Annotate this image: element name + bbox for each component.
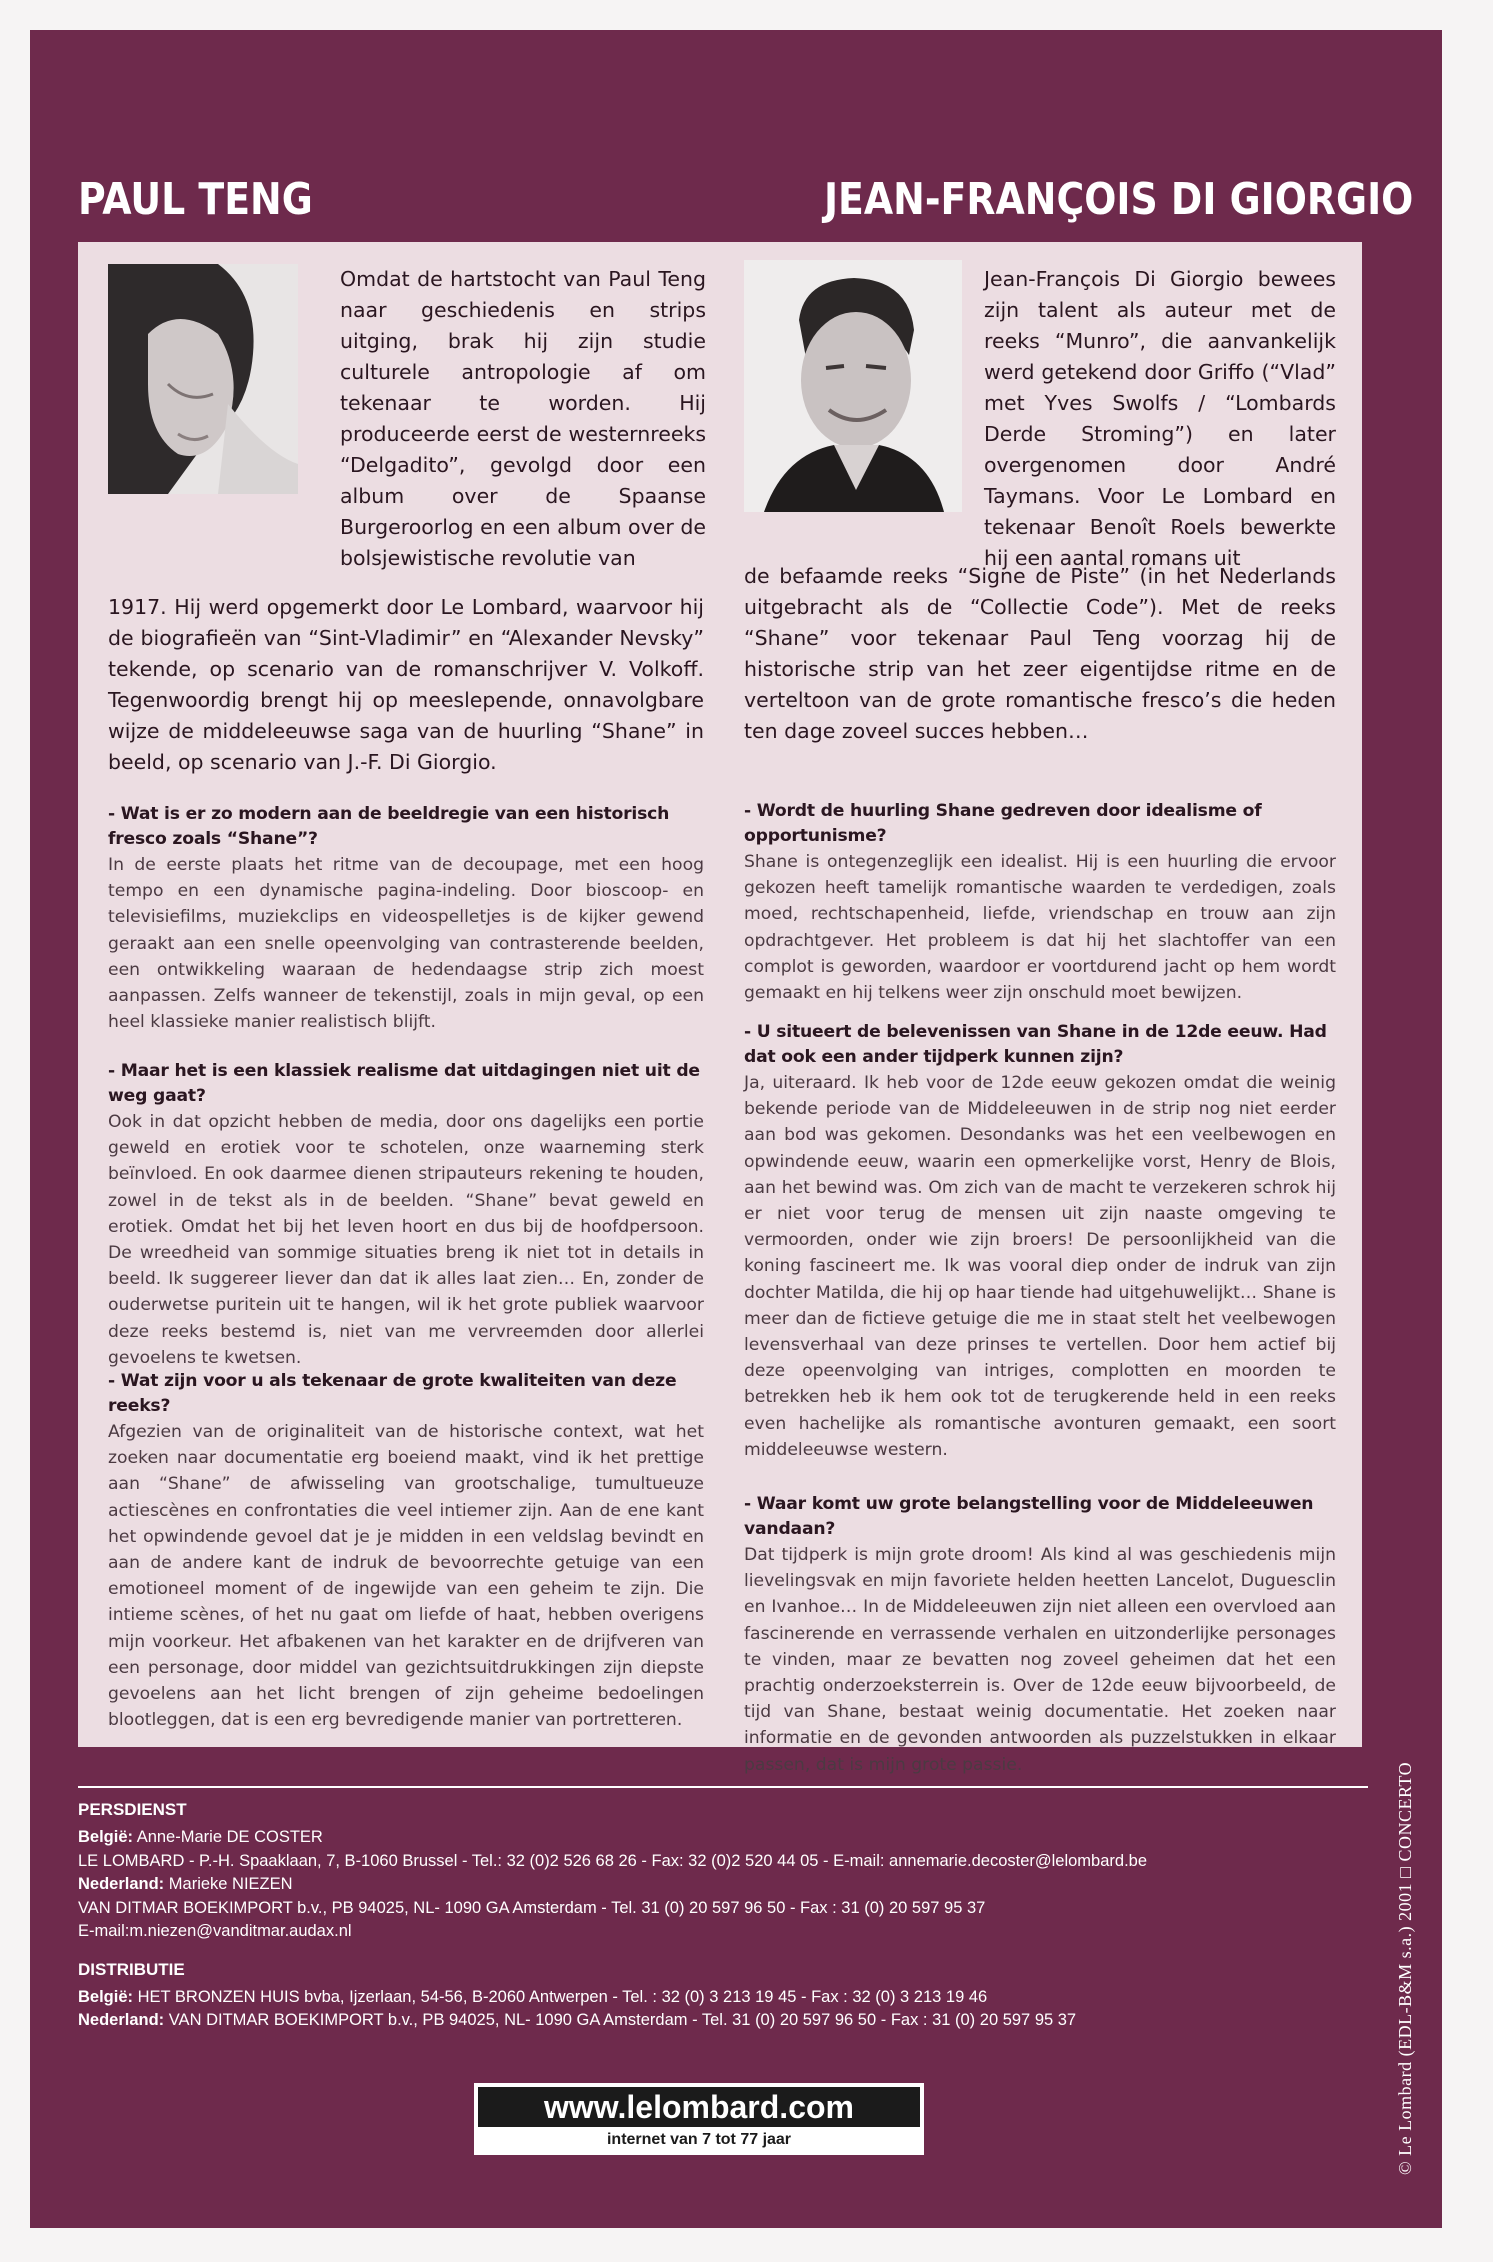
- website-badge[interactable]: [474, 2083, 924, 2155]
- label-dist-belgie: België:: [78, 1987, 134, 2006]
- answer: Shane is ontegenzeglijk een idealist. Hij is een huurling die ervoor gekozen heeft tamelijk romantische waarden te verdedigen, zoals moed, rechtschapenheid, liefde, vriendschap en trouw aan zijn opdrachtgever. Het probleem is dat hij het slachtoffer van een complot is geworden, waardoor er voortdurend jacht op hem wordt gemaakt en hij telkens weer zijn onschuld moet bewijzen.: [744, 852, 1336, 1004]
- answer: In de eerste plaats het ritme van de decoupage, met een hoog tempo en een dynamische pagina-indeling. Door bioscoop- en televisiefilms, muziekclips en videospelletjes is de kijker gewend geraakt aan een snelle opeenvolging van contrasterende beelden, een ontwikkeling waaraan de hedendaagse strip zich moest aanpassen. Zelfs wanneer de tekenstijl, zoals in mijn geval, op een heel klassieke manier realistisch blijft.: [108, 855, 704, 1033]
- bio-di-giorgio-bottom: [744, 561, 1336, 747]
- section-distributie: DISTRIBUTIE: [78, 1959, 185, 1979]
- answer: Afgezien van de originaliteit van de historische context, wat het zoeken naar documentatie erg boeiend maakt, vind ik het prettige aan “Shane” de afwisseling van grootschalige, tumultueuze actiescènes en confrontaties die veel intiemer zijn. Aan de ene kant het opwindende gevoel dat je je midden in een veldslag bevindt en aan de andere kant de indruk de bevoorrechte getuige van een emotioneel moment of de ingewijde van een geheim te zijn. Die intieme scènes, of het nu gaat om liefde of haat, hebben overigens mijn voorkeur. Het afbakenen van het karakter en de drijfveren van een personage, door middel van gezichtsuitdrukkingen zijn diepste gevoelens aan het licht brengen of zijn geheime bedoelingen blootleggen, dat is een erg bevredigende manier van portretteren.: [108, 1422, 704, 1731]
- dist-nederland: VAN DITMAR BOEKIMPORT b.v., PB 94025, NL- 1090 GA Amsterdam - Tel. 31 (0) 20 597 96 50 - Fax : 31 (0) 20 597 95 37: [168, 2011, 1077, 2029]
- label-belgie: België:: [78, 1828, 134, 1846]
- bio-paul-teng-top: [340, 264, 706, 574]
- bio-text: Jean-François Di Giorgio bewees zijn talent als auteur met de reeks “Munro”, die aanvankelijk werd getekend door Griffo (“Vlad” met Yves Swolfs / “Lombards Derde Stroming”) en later overgenomen door André Taymans. Voor Le Lombard en tekenaar Benoît Roels bewerkte hij een aantal romans uit: [984, 267, 1336, 570]
- question: - U situeert de belevenissen van Shane in de 12de eeuw. Had dat ook een ander tijdperk kunnen zijn?: [744, 1022, 1327, 1067]
- contact-belgie: Anne-Marie DE COSTER: [136, 1828, 323, 1846]
- email-nederland: E-mail:m.niezen@vanditmar.audax.nl: [78, 1922, 352, 1940]
- footer-divider: [78, 1786, 1368, 1788]
- bio-text: de befaamde reeks “Signe de Piste” (in het Nederlands uitgebracht als de “Collectie Code”). Met de reeks “Shane” voor tekenaar Paul Teng voorzag hij de historische strip van het zeer eigentijdse ritme en de verteltoon van de grote romantische fresco’s die heden ten dage zoveel succes hebben…: [744, 564, 1336, 743]
- answer: Ook in dat opzicht hebben de media, door ons dagelijks een portie geweld en erotiek voor te schotelen, onze waarneming sterk beïnvloed. En ook daarmee dienen stripauteurs rekening te houden, zowel in de tekst als in de beelden. “Shane” bevat geweld en erotiek. Omdat het bij het leven hoort en dus bij de hoofdpersoon. De wreedheid van sommige situaties breng ik niet tot in details in beeld. Ik suggereer liever dan dat ik alles laat zien… En, zonder de ouderwetse puritein uit te hangen, wil ik het grote publiek waarvoor deze reeks bestemd is, niet van me vervreemden door allerlei gevoelens te kwetsen.: [108, 1112, 704, 1368]
- address-nederland: VAN DITMAR BOEKIMPORT b.v., PB 94025, NL- 1090 GA Amsterdam - Tel. 31 (0) 20 597 96 50 - Fax : 31 (0) 20 597 95 37: [78, 1898, 986, 1917]
- photo-di-giorgio: [744, 260, 962, 512]
- question: - Wat is er zo modern aan de beeldregie van een historisch fresco zoals “Shane”?: [108, 804, 670, 849]
- interview-teng-2: [108, 1059, 704, 1371]
- bio-paul-teng-bottom: [108, 592, 704, 778]
- answer: Ja, uiteraard. Ik heb voor de 12de eeuw gekozen omdat die weinig bekende periode van de Middeleeuwen in de strip nog niet eerder aan bod was gekomen. Desondanks was het een veelbewogen en opwindende eeuw, waarin een opmerkelijke vorst, Henry de Blois, aan het bewind was. Om zich van de macht te verzekeren schrok hij er niet voor terug de mensen uit zijn naaste omgeving te vermoorden, onder wie zijn broers! De persoonlijkheid van die koning fascineert me. Ik was vooral diep onder de indruk van zijn dochter Matilda, die hij op haar tiende had uitgehuwelijkt… Shane is meer dan de fictieve getuige die me in staat stelt het veelbewogen levensverhaal van deze prinses te vertellen. Door hem actief bij deze opeenvolging van intriges, complotten en moorden te betrekken heb ik hem ook tot de terugkerende held in een reeks even hachelijke als romantische avonturen gemaakt, een soort middeleeuwse western.: [744, 1073, 1336, 1460]
- section-persdienst: PERSDIENST: [78, 1800, 187, 1819]
- copyright-vertical: © Le Lombard (EDL-B&M s.a.) 2001 □ CONCERTO: [1395, 1761, 1415, 2175]
- portrait-di-giorgio-image: [744, 260, 962, 512]
- heading-di-giorgio: JEAN-FRANÇOIS DI GIORGIO: [823, 174, 1413, 225]
- interview-digiorgio-2: [744, 1020, 1336, 1463]
- label-nederland: Nederland:: [78, 1875, 165, 1893]
- photo-paul-teng: [108, 264, 298, 494]
- bio-di-giorgio-top: [984, 264, 1336, 574]
- address-belgie: LE LOMBARD - P.-H. Spaaklaan, 7, B-1060 Brussel - Tel.: 32 (0)2 526 68 26 - Fax: 32 (0)2 520 44 05 - E-mail: annemarie.decoster@lelombard.be: [78, 1851, 1148, 1870]
- content-panel: [78, 242, 1362, 1775]
- portrait-paul-teng-image: [108, 264, 298, 494]
- press-footer: [78, 1786, 1368, 2033]
- dist-belgie: HET BRONZEN HUIS bvba, Ijzerlaan, 54-56, B-2060 Antwerpen - Tel. : 32 (0) 3 213 19 45 - Fax : 32 (0) 3 213 19 46: [137, 1987, 988, 2006]
- contact-nederland: Marieke NIEZEN: [168, 1875, 293, 1893]
- interview-teng-3: [108, 1369, 704, 1733]
- question: - Wat zijn voor u als tekenaar de grote kwaliteiten van deze reeks?: [108, 1371, 677, 1416]
- interview-digiorgio-3: [744, 1492, 1336, 1778]
- label-dist-nederland: Nederland:: [78, 2011, 165, 2029]
- website-tagline: internet van 7 tot 77 jaar: [606, 2131, 792, 2148]
- interview-digiorgio-1: [744, 799, 1336, 1006]
- question: - Waar komt uw grote belangstelling voor de Middeleeuwen vandaan?: [744, 1494, 1314, 1539]
- question: - Wordt de huurling Shane gedreven door idealisme of opportunisme?: [744, 801, 1262, 846]
- bio-text: Omdat de hartstocht van Paul Teng naar geschiedenis en strips uitging, brak hij zijn studie culturele antropologie af om tekenaar te worden. Hij produceerde eerst de westernreeks “Delgadito”, gevolgd door een album over de Spaanse Burgeroorlog en een album over de bolsjewistische revolutie van: [340, 267, 706, 570]
- bio-text: 1917. Hij werd opgemerkt door Le Lombard, waarvoor hij de biografieën van “Sint-Vladimir” en “Alexander Nevsky” tekende, op scenario van de romanschrijver V. Volkoff. Tegenwoordig brengt hij op meeslepende, onnavolgbare wijze de middeleeuwse saga van de huurling “Shane” in beeld, op scenario van J.-F. Di Giorgio.: [108, 595, 704, 774]
- interview-teng-1: [108, 802, 704, 1035]
- website-url[interactable]: www.lelombard.com: [478, 2087, 920, 2127]
- heading-paul-teng: PAUL TENG: [78, 174, 313, 225]
- answer: Dat tijdperk is mijn grote droom! Als kind al was geschiedenis mijn lievelingsvak en mijn favoriete helden heetten Lancelot, Duguesclin en Ivanhoe… In de Middeleeuwen zijn niet alleen een overvloed aan fascinerende en verrassende verhalen en uitzonderlijke personages te vinden, maar ze bevatten nog zoveel geheimen dat het een prachtig onderzoeksterrein is. Over de 12de eeuw bijvoorbeeld, de tijd van Shane, bestaat weinig documentatie. Het zoeken naar informatie en de gevonden antwoorden als puzzelstukken in elkaar passen, dat is mijn grote passie.: [744, 1545, 1336, 1775]
- question: - Maar het is een klassiek realisme dat uitdagingen niet uit de weg gaat?: [108, 1061, 700, 1106]
